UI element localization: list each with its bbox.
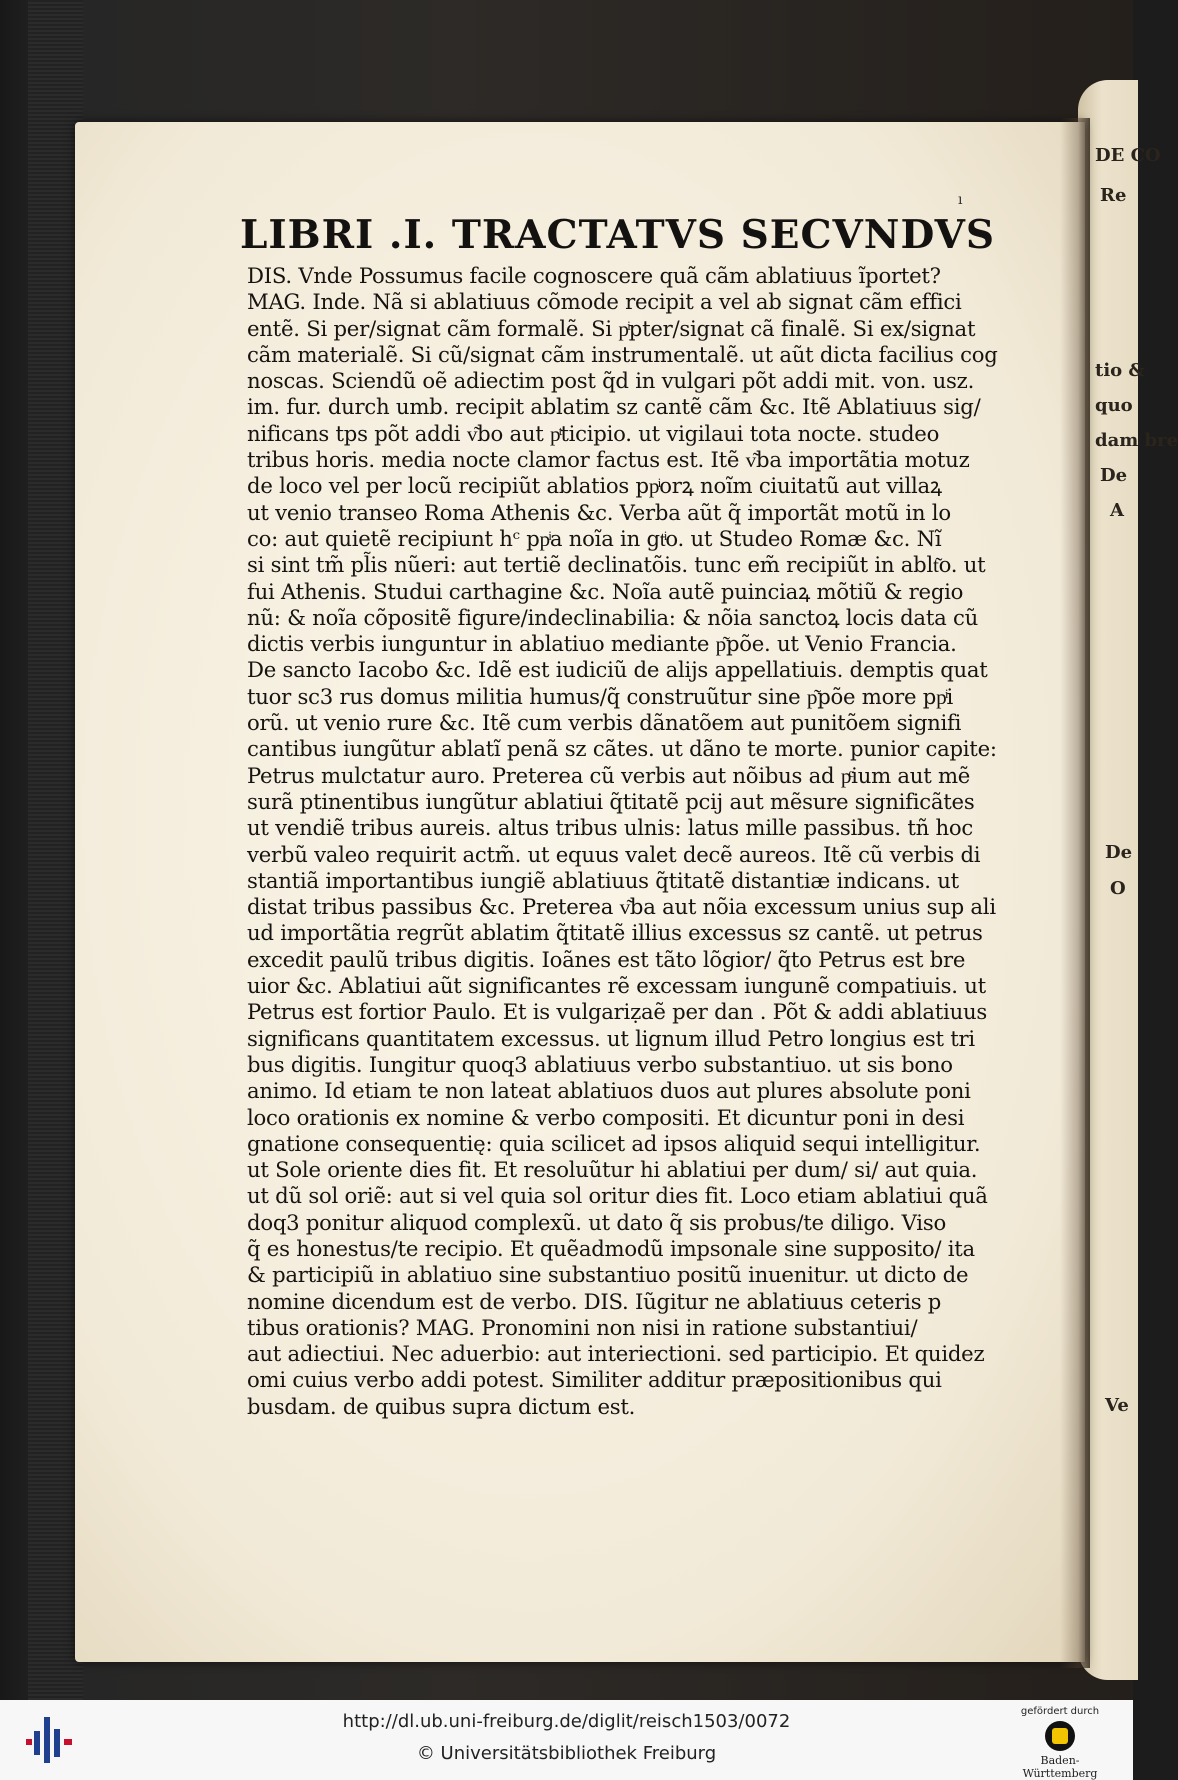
- text-line: ut Sole oriente dies fit. Et resoluũtur hi ablatiui per dum/ si/ aut quia.: [247, 1157, 978, 1183]
- text-line: verbũ valeo requirit actm̃. ut equus valet decẽ aureos. Itẽ cũ verbis di: [247, 841, 981, 867]
- text-line: aut adiectiui. Nec aduerbio: aut interiectioni. sed participio. Et quidez: [247, 1341, 985, 1367]
- text-line: omi cuius verbo addi potest. Similiter additur præpositionibus qui: [247, 1367, 942, 1393]
- text-line: gnatione consequentię: quia scilicet ad ipsos aliquid sequi intelligitur.: [247, 1130, 981, 1156]
- text-line: q̃ es honestus/te recipio. Et quẽadmodũ impsonale sine supposito/ ita: [247, 1235, 975, 1261]
- facing-page-fragment: Re: [1100, 185, 1127, 206]
- text-line: surã ptinentibus iungũtur ablatiui q̃titatẽ pcij aut mẽsure significãtes: [247, 788, 975, 814]
- text-line: orũ. ut venio rure &c. Itẽ cum verbis dãnatõem aut punitõem signifi: [247, 710, 962, 736]
- copyright-text: © Universitätsbibliothek Freiburg: [416, 1743, 717, 1764]
- text-line: MAG. Inde. Nã si ablatiuus cõmode recipit a vel ab signat cãm effici: [247, 289, 962, 315]
- text-line: nomine dicendum est de verbo. DIS. Iũgitur ne ablatiuus ceteris p: [247, 1288, 942, 1314]
- facing-page-fragment: quo: [1095, 395, 1133, 416]
- page-url-link[interactable]: http://dl.ub.uni-freiburg.de/diglit/reisch1503/0072: [342, 1711, 791, 1732]
- facing-page-fragment: O: [1110, 878, 1126, 899]
- text-line: DIS. Vnde Possumus facile cognoscere quã cãm ablatiuus ĩportet?: [247, 263, 941, 288]
- text-line: busdam. de quibus supra dictum est.: [247, 1393, 636, 1419]
- text-line: tibus orationis? MAG. Pronomini non nisi in ratione substantiui/: [247, 1314, 918, 1340]
- text-line: doq3 ponitur aliquod complexũ. ut dato q̃ sis probus/te diligo. Viso: [247, 1209, 946, 1235]
- text-line: entẽ. Si per/signat cãm formalẽ. Si pͥpter/signat cã finalẽ. Si ex/signat: [247, 315, 976, 341]
- text-line: ut vendiẽ tribus aureis. altus tribus ulnis: latus mille passibus. tñ hoc: [247, 815, 974, 841]
- text-line: dictis verbis iunguntur in ablatiuo mediante p͂põe. ut Venio Francia.: [247, 631, 957, 657]
- text-line: stantiã importantibus iungiẽ ablatiuus q̃titatẽ distantiæ indicans. ut: [247, 867, 959, 893]
- text-line: noscas. Sciendũ oẽ adiectim post q̃d in vulgari põt addi mit. von. usz.: [247, 368, 975, 394]
- page-gutter-shadow: [1060, 118, 1090, 1668]
- text-line: cãm materialẽ. Si cũ/signat cãm instrumentalẽ. ut aũt dicta facilius cog: [247, 341, 998, 367]
- text-line: ud importãtia regrũt ablatim q̃titatẽ illius excessus sz cantẽ. ut petrus: [247, 920, 983, 946]
- text-line: Petrus mulctatur auro. Preterea cũ verbis aut nõibus ad pͨium aut mẽ: [247, 762, 971, 788]
- text-line: si sint tm̃ pl̃is nũeri: aut tertiẽ declinatõis. tunc em̃ recipiũt in ablt͂o. ut: [247, 552, 986, 578]
- text-line: nificans tps põt addi v͂bo aut pͭticipio. ut vigilaui tota nocte. studeo: [247, 420, 940, 446]
- facing-page-fragment: DE CO: [1095, 145, 1161, 166]
- facing-page-fragment: dam bre: [1095, 430, 1178, 451]
- text-line: fui Athenis. Studui carthagine &c. Noĩa autẽ puinciaꝝ mõtiũ & regio: [247, 578, 964, 604]
- facing-page-fragment: De: [1105, 842, 1133, 863]
- text-line: cantibus iungũtur ablatĩ penã sz cãtes. ut dãno te morte. punior capite:: [247, 736, 997, 762]
- text-line: De sancto Iacobo &c. Idẽ est iudiciũ de alijs appellatiuis. demptis quat: [247, 657, 988, 683]
- text-line: tuor sc3 rus domus militia humus/q̃ construũtur sine p͂põe more ppͥi: [247, 683, 953, 709]
- text-line: Petrus est fortior Paulo. Et is vulgariẓaẽ per dan . Põt & addi ablatiuus: [247, 999, 987, 1025]
- text-line: im. fur. durch umb. recipit ablatim sz cantẽ cãm &c. Itẽ Ablatiuus sig/: [247, 394, 981, 420]
- bw-crest-icon: [1045, 1721, 1075, 1751]
- facing-page-fragment: tio &: [1095, 360, 1145, 381]
- text-line: de loco vel per locũ recipiũt ablatios ppͥorꝝ noĩm ciuitatũ aut villaꝝ: [247, 473, 942, 499]
- text-line: bus digitis. Iungitur quoq3 ablatiuus verbo substantiuo. ut sis bono: [247, 1051, 953, 1077]
- text-line: loco orationis ex nomine & verbo compositi. Et dicuntur poni in desi: [247, 1104, 965, 1130]
- facing-page-fragment: Ve: [1105, 1395, 1129, 1416]
- text-line: distat tribus passibus &c. Preterea v͂ba aut nõia excessum unius sup ali: [247, 894, 996, 920]
- funding-credit[interactable]: [1010, 1706, 1110, 1780]
- text-line: nũ: & noĩa cõpositẽ figure/indeclinabilia: & nõia sanctoꝝ locis data cũ: [247, 604, 978, 630]
- text-line: tribus horis. media nocte clamor factus est. Itẽ v͂ba importãtia motuz: [247, 447, 970, 473]
- text-line: ut dũ sol oriẽ: aut si vel quia sol oritur dies fit. Loco etiam ablatiui quã: [247, 1183, 988, 1209]
- facing-page-fragment: De: [1100, 465, 1128, 486]
- facing-page-fragment: A: [1110, 500, 1124, 521]
- page-marker: ı: [958, 192, 963, 208]
- body-text: [247, 263, 998, 1420]
- viewer-footer: [0, 1700, 1133, 1780]
- text-line: animo. Id etiam te non lateat ablatiuos duos aut plures absolute poni: [247, 1078, 971, 1104]
- running-heading: LIBRI .I. TRACTATVS SECVNDVS: [240, 212, 996, 258]
- funder-name: Baden-Württemberg: [1022, 1754, 1098, 1780]
- text-line: excedit paulũ tribus digitis. Ioãnes est tãto lõgior/ q̃to Petrus est bre: [247, 946, 966, 972]
- text-line: ut venio transeo Roma Athenis &c. Verba aũt q̃ importãt motũ in lo: [247, 499, 951, 525]
- text-line: significans quantitatem excessus. ut lignum illud Petro longius est tri: [247, 1025, 975, 1051]
- text-line: co: aut quietẽ recipiunt hᶜ ppͥa noĩa in gtͥo. ut Studeo Romæ &c. Nĩ: [247, 525, 942, 551]
- text-line: uior &c. Ablatiui aũt significantes rẽ excessam iungunẽ compatiuis. ut: [247, 973, 986, 999]
- funding-label: gefördert durch: [1020, 1706, 1100, 1717]
- text-line: & participiũ in ablatiuo sine substantiuo positũ inuenitur. ut dicto de: [247, 1262, 969, 1288]
